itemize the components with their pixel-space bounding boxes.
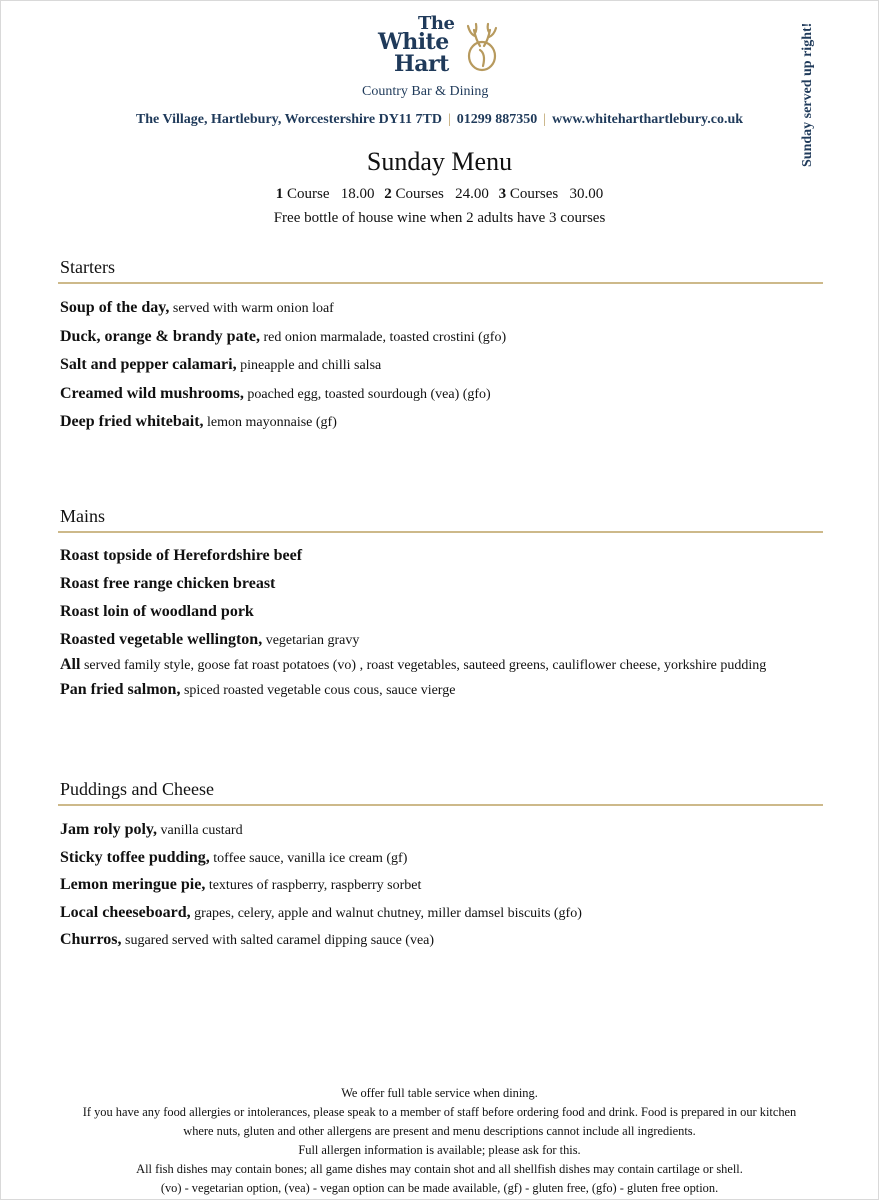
section-puddings (58, 778, 823, 954)
item-desc: vanilla custard (157, 823, 243, 838)
logo-the: The (418, 13, 455, 34)
item-name: Soup of the day, (60, 299, 170, 316)
course-label: Course (287, 186, 330, 202)
item-desc: red onion marmalade, toasted crostini (gfo) (260, 329, 507, 345)
item-desc: served family style, goose fat roast potatoes (vo) , roast vegetables, sauteed greens, cauliflower cheese, yorkshire pudding (80, 658, 767, 673)
item-desc: pineapple and chilli salsa (236, 358, 382, 373)
menu-item (58, 351, 823, 380)
menu-item (58, 542, 823, 570)
menu-item (58, 294, 823, 323)
item-name: Local cheeseboard, (60, 903, 191, 921)
course-count: 2 (384, 186, 392, 202)
allergen-footer (0, 1084, 879, 1198)
stag-icon (456, 20, 504, 78)
item-name: Salt and pepper calamari, (60, 356, 237, 373)
course-label: Courses (395, 186, 444, 202)
menu-item (58, 844, 823, 872)
menu-item (58, 926, 823, 954)
puddings-list (58, 816, 823, 954)
menu-item (58, 380, 823, 409)
mains-list (58, 542, 823, 704)
menu-item (58, 408, 823, 437)
side-note: Sunday served up right! (800, 22, 815, 167)
course-count: 3 (498, 186, 507, 202)
section-divider (58, 531, 823, 533)
item-name: Roast free range chicken breast (60, 575, 276, 592)
item-name: Deep fried whitebait, (60, 413, 204, 430)
item-name: Roast loin of woodland pork (60, 603, 254, 620)
section-mains (58, 505, 823, 704)
section-title: Starters (60, 257, 115, 277)
item-name: Lemon meringue pie, (60, 876, 206, 893)
course-prices (0, 186, 879, 203)
section-title: Mains (60, 506, 105, 526)
menu-item (58, 598, 823, 626)
logo-hart: Hart (394, 51, 449, 77)
course-label: Courses (509, 186, 559, 202)
item-name: Jam roly poly, (60, 821, 158, 838)
menu-item (58, 323, 823, 352)
logo-white: White (378, 29, 449, 55)
item-name: Pan fried salmon, (60, 681, 181, 698)
wine-offer: Free bottle of house wine when 2 adults have 3 courses (273, 210, 606, 226)
footer-line: All fish dishes may contain bones; all game dishes may contain shot and all shellfish dishes may contain cartilage or shell. (136, 1162, 743, 1176)
item-desc: lemon mayonnaise (gf) (203, 415, 337, 430)
footer-line: Full allergen information is available; please ask for this. (298, 1143, 581, 1157)
menu-item (58, 899, 823, 927)
item-desc: served with warm onion loaf (169, 301, 334, 316)
item-desc: spiced roasted vegetable cous cous, sauce vierge (180, 683, 456, 698)
address: The Village, Hartlebury, Worcestershire DY11 7TD (135, 112, 442, 127)
item-desc: sugared served with salted caramel dipping sauce (vea) (121, 933, 435, 948)
item-name: Duck, orange & brandy pate, (60, 327, 261, 345)
course-count: 1 (275, 186, 284, 202)
website: www.whiteharthartlebury.co.uk (552, 112, 744, 127)
menu-item (58, 651, 823, 676)
logo-tagline: Country Bar & Dining (362, 84, 489, 99)
phone: 01299 887350 (456, 112, 538, 127)
item-name: Sticky toffee pudding, (60, 848, 210, 866)
item-name: Creamed wild mushrooms, (60, 384, 244, 402)
section-divider (58, 282, 823, 284)
menu-title: Sunday Menu (366, 147, 513, 176)
separator: | (543, 112, 547, 127)
item-name: All (60, 656, 81, 673)
section-divider (58, 804, 823, 806)
section-title: Puddings and Cheese (60, 779, 214, 799)
footer-line: (vo) - vegetarian option, (vea) - vegan option can be made available, (gf) - gluten free, (gfo) - gluten free option. (160, 1181, 719, 1195)
menu-item (58, 871, 823, 899)
footer-line: If you have any food allergies or intolerances, please speak to a member of staff before ordering food and drink. Food is prepared in our kitchen (82, 1105, 797, 1119)
menu-item (58, 570, 823, 598)
section-starters (58, 256, 823, 437)
item-name: Roasted vegetable wellington, (60, 631, 263, 648)
course-price: 30.00 (569, 186, 604, 202)
contact-line (0, 112, 879, 128)
footer-line: We offer full table service when dining. (341, 1086, 538, 1100)
item-desc: grapes, celery, apple and walnut chutney, miller damsel biscuits (gfo) (190, 905, 582, 921)
item-desc: toffee sauce, vanilla ice cream (gf) (209, 850, 408, 866)
starters-list (58, 294, 823, 437)
item-desc: textures of raspberry, raspberry sorbet (205, 878, 422, 893)
item-desc: vegetarian gravy (262, 633, 360, 648)
item-desc: poached egg, toasted sourdough (vea) (gfo) (243, 386, 491, 402)
course-price: 18.00 (340, 186, 375, 202)
separator: | (447, 112, 451, 127)
logo (360, 12, 520, 102)
course-price: 24.00 (455, 186, 489, 202)
menu-item (58, 676, 823, 704)
footer-line: where nuts, gluten and other allergens are present and menu descriptions cannot include all ingredients. (183, 1124, 696, 1138)
menu-item (58, 816, 823, 844)
item-name: Churros, (60, 931, 122, 948)
item-name: Roast topside of Herefordshire beef (60, 547, 303, 564)
menu-item (58, 626, 823, 651)
